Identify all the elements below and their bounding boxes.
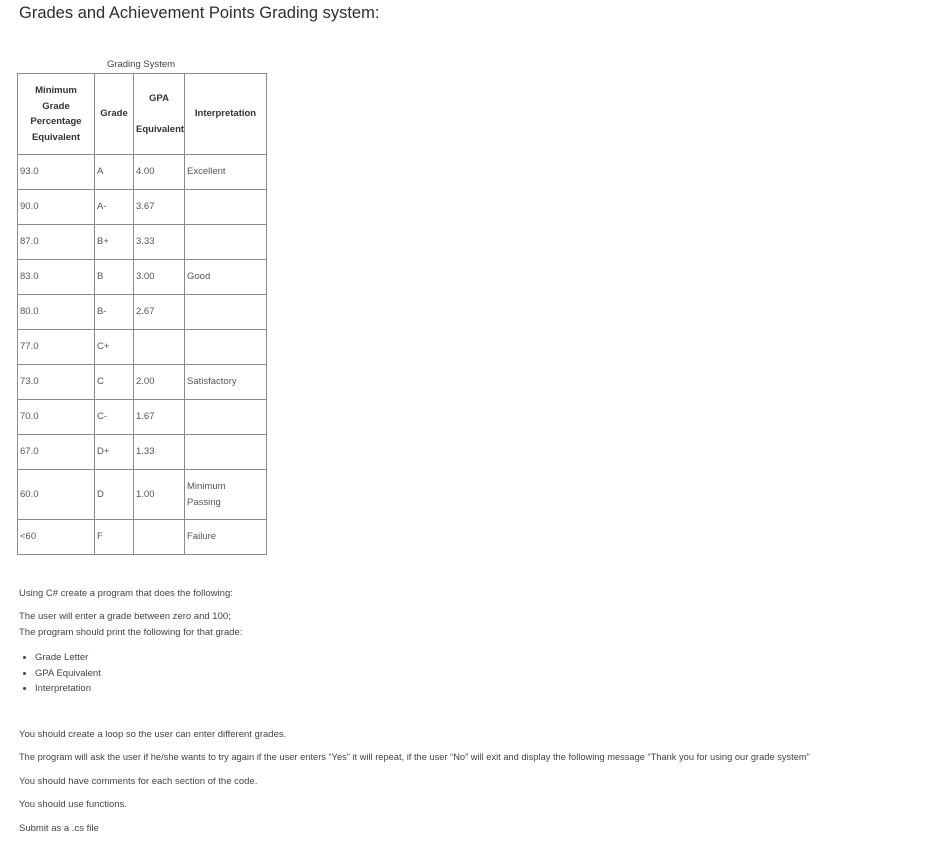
- instructions-submit: Submit as a .cs file: [19, 823, 99, 834]
- cell-min: 93.0: [18, 155, 95, 190]
- cell-gpa: 1.33: [134, 435, 185, 470]
- cell-min: 70.0: [18, 400, 95, 435]
- cell-gpa: 2.67: [134, 295, 185, 330]
- cell-min: 90.0: [18, 190, 95, 225]
- cell-min: <60: [18, 520, 95, 555]
- cell-interpretation: [185, 295, 267, 330]
- header-gpa: GPA Equivalent: [134, 74, 185, 155]
- table-row: [18, 470, 267, 520]
- instructions-comments: You should have comments for each section of the code.: [19, 776, 258, 787]
- cell-min: 80.0: [18, 295, 95, 330]
- cell-interpretation: [185, 400, 267, 435]
- header-interpretation: Interpretation: [185, 74, 267, 155]
- header-min-percentage: Minimum Grade Percentage Equivalent: [18, 74, 95, 155]
- cell-grade: C-: [95, 400, 134, 435]
- table-row: [18, 295, 267, 330]
- cell-interpretation: [185, 435, 267, 470]
- cell-grade: B+: [95, 225, 134, 260]
- table-row: [18, 330, 267, 365]
- table-row: [18, 365, 267, 400]
- cell-interpretation: [185, 190, 267, 225]
- table-row: [18, 155, 267, 190]
- cell-gpa: 2.00: [134, 365, 185, 400]
- instructions-functions: You should use functions.: [19, 799, 127, 810]
- cell-interpretation: Failure: [185, 520, 267, 555]
- cell-grade: A: [95, 155, 134, 190]
- cell-min: 77.0: [18, 330, 95, 365]
- instructions-line-2: The program should print the following for that grade:: [19, 627, 243, 638]
- cell-gpa: 3.33: [134, 225, 185, 260]
- cell-gpa: 3.67: [134, 190, 185, 225]
- table-row: [18, 435, 267, 470]
- list-item: • GPA Equivalent: [35, 666, 101, 682]
- grading-table: [17, 73, 267, 555]
- cell-min: 83.0: [18, 260, 95, 295]
- cell-interpretation: Minimum Passing: [185, 470, 267, 520]
- cell-grade: B-: [95, 295, 134, 330]
- cell-interpretation: Good: [185, 260, 267, 295]
- cell-grade: C: [95, 365, 134, 400]
- table-header-row: [18, 74, 267, 155]
- cell-gpa: 3.00: [134, 260, 185, 295]
- cell-gpa: 1.00: [134, 470, 185, 520]
- cell-min: 73.0: [18, 365, 95, 400]
- cell-grade: C+: [95, 330, 134, 365]
- requirements-list: [19, 650, 101, 697]
- table-row: [18, 260, 267, 295]
- cell-min: 67.0: [18, 435, 95, 470]
- cell-grade: A-: [95, 190, 134, 225]
- page-title: Grades and Achievement Points Grading system:: [19, 4, 380, 22]
- table-row: [18, 190, 267, 225]
- cell-grade: F: [95, 520, 134, 555]
- table-row: [18, 520, 267, 555]
- cell-gpa: 4.00: [134, 155, 185, 190]
- instructions-loop: You should create a loop so the user can enter different grades.: [19, 729, 287, 740]
- cell-min: 87.0: [18, 225, 95, 260]
- cell-gpa: [134, 330, 185, 365]
- cell-interpretation: [185, 330, 267, 365]
- cell-interpretation: Satisfactory: [185, 365, 267, 400]
- instructions-intro: Using C# create a program that does the following:: [19, 588, 233, 599]
- cell-interpretation: Excellent: [185, 155, 267, 190]
- cell-grade: D: [95, 470, 134, 520]
- cell-grade: B: [95, 260, 134, 295]
- cell-grade: D+: [95, 435, 134, 470]
- cell-gpa: 1.67: [134, 400, 185, 435]
- instructions-line-1: The user will enter a grade between zero and 100;: [19, 611, 231, 622]
- list-item: • Grade Letter: [35, 650, 101, 666]
- table-row: [18, 225, 267, 260]
- list-item: • Interpretation: [35, 681, 101, 697]
- instructions-repeat: The program will ask the user if he/she wants to try again if the user enters “Yes” it will repeat, if the user “No” will exit and display the following message “Thank you for using our grade system”: [19, 752, 810, 762]
- table-row: [18, 400, 267, 435]
- table-caption: Grading System: [106, 59, 176, 70]
- cell-gpa: [134, 520, 185, 555]
- cell-interpretation: [185, 225, 267, 260]
- header-grade: Grade: [95, 74, 134, 155]
- cell-min: 60.0: [18, 470, 95, 520]
